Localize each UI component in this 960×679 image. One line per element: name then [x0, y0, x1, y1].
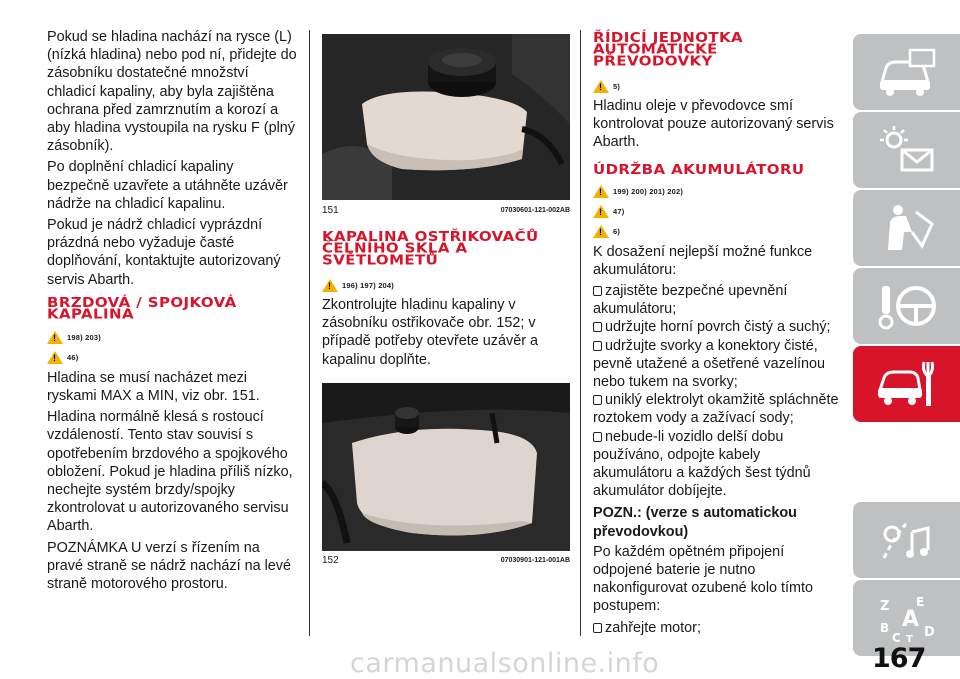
- svg-text:A: A: [901, 607, 919, 632]
- svg-text:E: E: [915, 595, 924, 609]
- figure-code: 07030901-121-001AB: [500, 557, 570, 565]
- warning-lights-icon: [876, 124, 938, 176]
- reconnect-paragraph: Po každém opětném připojení odpojené baterie je nutno nakonfigurovat ozubené kolo tímto postupem:: [593, 543, 813, 615]
- washer-paragraph: Zkontrolujte hladinu kapaliny v zásobníku ostřikovače obr. 152; v případě potřeby otevřete uzávěr a kapalinu doplňte.: [322, 297, 538, 368]
- column-divider-1: [309, 30, 310, 636]
- warning-triangle-icon: [593, 80, 609, 93]
- warning-ref: ! 199) 200) 201) 202): [593, 183, 843, 201]
- warning-triangle-icon: [593, 185, 609, 198]
- tab-safety[interactable]: [853, 190, 960, 266]
- tab-maintenance[interactable]: [853, 346, 960, 422]
- figure-151-caption: [322, 203, 570, 217]
- figure-number: 151: [322, 204, 339, 216]
- washer-fluid-heading: KAPALINA OSTŘIKOVAČŮ ČELNÍHO SKLA A SVĚTLOMETŮ: [322, 228, 539, 268]
- list-item: uniklý elektrolyt okamžitě spláchněte roztokem vody a zažívací sody;: [593, 392, 839, 427]
- column-divider-2: [580, 30, 581, 636]
- list-item: nebude-li vozidlo delší dobu používáno, odpojte kabely akumulátoru a každých šest týdnů akumulátor dobíjejte.: [593, 428, 811, 500]
- seatbelt-safety-icon: [876, 202, 938, 254]
- brake-wear-paragraph: Hladina normálně klesá s rostoucí vzdáleností. Tento stav souvisí s opotřebením brzdového a spojkového obložení. Pokud je hladina příliš nízko, nechejte systém brzdy/spojky zkontrolovat u autorizovaného servisu Abarth.: [47, 409, 293, 535]
- warning-triangle-icon: [322, 279, 338, 292]
- checkbox-bullet-icon: [593, 286, 602, 296]
- svg-text:B: B: [879, 621, 889, 635]
- transmission-heading: ŘÍDICÍ JEDNOTKA AUTOMATICKÉ PŘEVODOVKY: [593, 29, 744, 69]
- car-dashboard-icon: [876, 46, 938, 98]
- tab-multimedia[interactable]: [853, 502, 960, 578]
- alphabet-index-icon: [876, 592, 938, 644]
- caution-ref: ! 46): [47, 349, 297, 367]
- figure-152-image: [322, 383, 570, 551]
- list-item: zajistěte bezpečné upevnění akumulátoru;: [593, 283, 788, 318]
- figure-code: 07030601-121-002AB: [500, 206, 570, 214]
- watermark: carmanualsonline.info: [350, 648, 660, 679]
- tab-dashboard[interactable]: [853, 34, 960, 110]
- transmission-paragraph: Hladinu oleje v převodovce smí kontrolovat pouze autorizovaný servis Abarth.: [593, 98, 834, 151]
- svg-text:T: T: [905, 634, 913, 644]
- coolant-service-paragraph: Pokud je nádrž chladicí vyprázdní prázdná nebo vyžaduje časté doplňování, kontaktujte autorizovaný servis Abarth.: [47, 217, 281, 288]
- checkbox-bullet-icon: [593, 432, 602, 442]
- warning-triangle-icon: [593, 225, 609, 238]
- warning-triangle-icon: [47, 351, 63, 364]
- coolant-level-paragraph: Pokud se hladina nachází na rysce (L) (nízká hladina) nebo pod ní, přidejte do zásobníku dostatečné množství chladicí kapaliny, aby byla zajištěna ochrana před zamrznutím a korozí a aby hladina vystoupila na rysku F (plný zásobník).: [47, 29, 297, 155]
- svg-text:C: C: [891, 631, 901, 644]
- tab-warning-lights[interactable]: [853, 112, 960, 188]
- rhd-note-paragraph: POZNÁMKA U verzí s řízením na pravé straně se nádrž nachází na levé straně motorového prostoru.: [47, 539, 291, 593]
- tab-starting-driving[interactable]: [853, 268, 960, 344]
- column-2: [322, 34, 570, 568]
- battery-intro-paragraph: K dosažení nejlepší možné funkce akumulátoru:: [593, 243, 813, 278]
- warning-ref: ! 198) 203): [47, 329, 297, 347]
- caution-ref: ! 47): [593, 203, 843, 221]
- brake-level-paragraph: Hladina se musí nacházet mezi ryskami MAX a MIN, viz obr. 151.: [47, 369, 260, 405]
- checkbox-bullet-icon: [593, 322, 602, 332]
- figure-number: 152: [322, 555, 339, 567]
- list-item: zahřejte motor;: [593, 619, 843, 637]
- checkbox-bullet-icon: [593, 341, 602, 351]
- checkbox-bullet-icon: [593, 395, 602, 405]
- svg-text:D: D: [923, 625, 935, 640]
- column-3: [593, 29, 843, 637]
- coolant-cap-paragraph: Po doplnění chladicí kapaliny bezpečně uzavřete a utáhněte uzávěr nádrže na chladicí kapalinu.: [47, 159, 288, 212]
- figure-151-image: [322, 34, 570, 200]
- warning-triangle-icon: [593, 205, 609, 218]
- automatic-note: POZN.: (verze s automatickou převodovkou): [593, 505, 797, 540]
- warning-triangle-icon: [47, 331, 63, 344]
- road-music-icon: [876, 514, 938, 566]
- svg-text:Z: Z: [879, 599, 889, 614]
- brake-fluid-heading: BRZDOVÁ / SPOJKOVÁ KAPALINA: [47, 294, 237, 323]
- steering-wheel-key-icon: [876, 280, 938, 332]
- caution-ref: ! 6): [593, 223, 843, 241]
- caution-ref: ! 5): [593, 77, 843, 95]
- column-1: [47, 28, 297, 596]
- warning-ref: ! 196) 197) 204): [322, 276, 570, 294]
- checkbox-bullet-icon: [593, 623, 602, 633]
- car-wrench-icon: [876, 358, 938, 410]
- figure-152-caption: [322, 554, 570, 568]
- list-item: udržujte svorky a konektory čisté, pevně utažené a ošetřené vazelínou nebo tukem na svorky;: [593, 337, 826, 391]
- battery-heading: ÚDRŽBA AKUMULÁTORU: [593, 160, 805, 178]
- page-number: 167: [872, 643, 926, 674]
- list-item: udržujte horní povrch čistý a suchý;: [593, 318, 843, 336]
- chapter-sidebar: [853, 0, 960, 678]
